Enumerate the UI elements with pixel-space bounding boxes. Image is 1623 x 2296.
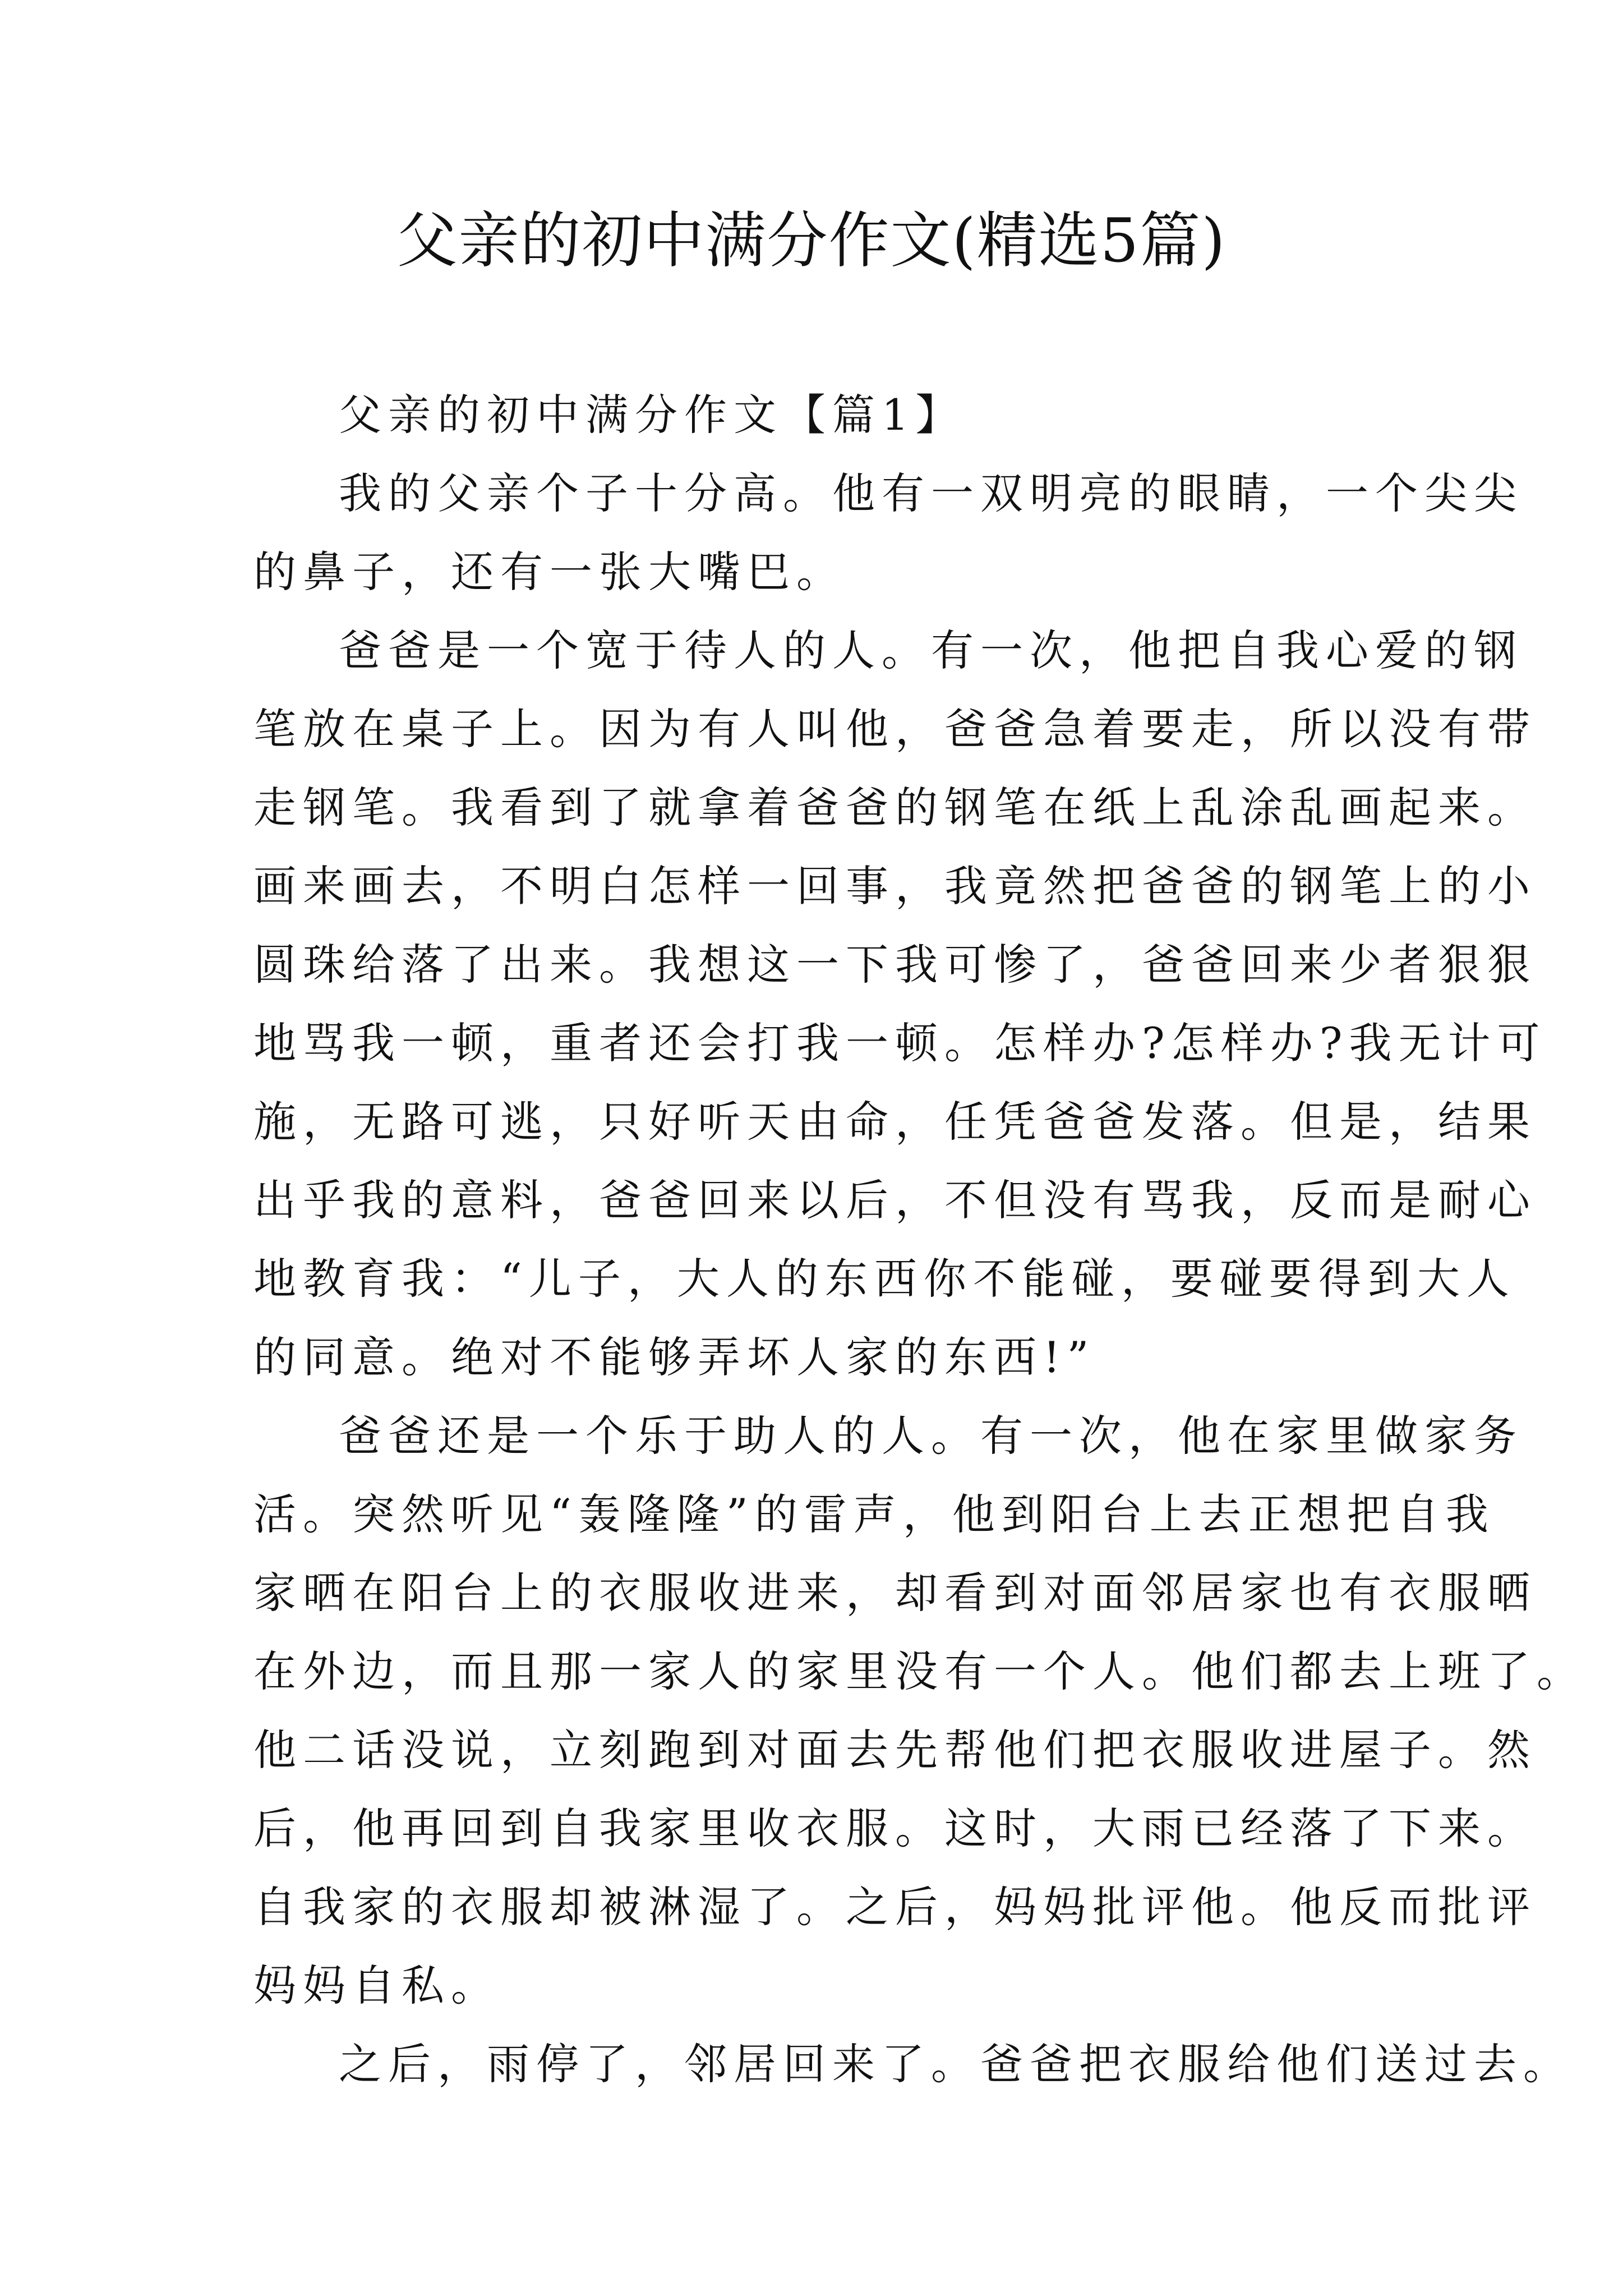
paragraph-line: 的同意。绝对不能够弄坏人家的东西!” [253,1332,1096,1382]
paragraph-line: 我的父亲个子十分高。他有一双明亮的眼睛，一个尖尖 [339,468,1523,518]
paragraph-line: 之后，雨停了，邻居回来了。爸爸把衣服给他们送过去。 [339,2039,1573,2089]
paragraph-line: 后，他再回到自我家里收衣服。这时，大雨已经落了下来。 [253,1803,1537,1853]
paragraph-line: 活。突然听见“轰隆隆”的雷声，他到阳台上去正想把自我 [253,1489,1495,1539]
paragraph-line: 笔放在桌子上。因为有人叫他，爸爸急着要走，所以没有带 [253,704,1537,754]
paragraph-line: 出乎我的意料，爸爸回来以后，不但没有骂我，反而是耐心 [253,1175,1537,1225]
paragraph-line: 画来画去，不明白怎样一回事，我竟然把爸爸的钢笔上的小 [253,861,1537,911]
document-title: 父亲的初中满分作文(精选5篇) [396,206,1227,276]
section-heading: 父亲的初中满分作文【篇1】 [339,390,965,440]
paragraph-line: 地教育我：“儿子，大人的东西你不能碰，要碰要得到大人 [253,1254,1516,1304]
paragraph-line: 爸爸还是一个乐于助人的人。有一次，他在家里做家务 [339,1411,1523,1461]
paragraph-line: 他二话没说，立刻跑到对面去先帮他们把衣服收进屋子。然 [253,1725,1537,1775]
paragraph-line: 的鼻子，还有一张大嘴巴。 [253,547,846,597]
paragraph-line: 家晒在阳台上的衣服收进来，却看到对面邻居家也有衣服晒 [253,1568,1537,1618]
paragraph-line: 在外边，而且那一家人的家里没有一个人。他们都去上班了。 [253,1646,1586,1696]
paragraph-line: 施，无路可逃，只好听天由命，任凭爸爸发落。但是，结果 [253,1097,1537,1147]
paragraph-line: 爸爸是一个宽于待人的人。有一次，他把自我心爱的钢 [339,625,1523,675]
paragraph-line: 妈妈自私。 [253,1961,500,2010]
paragraph-line: 地骂我一顿，重者还会打我一顿。怎样办?怎样办?我无计可 [253,1018,1547,1068]
paragraph-line: 圆珠给落了出来。我想这一下我可惨了，爸爸回来少者狠狠 [253,940,1537,990]
document-body [253,376,1586,2104]
paragraph-line: 走钢笔。我看到了就拿着爸爸的钢笔在纸上乱涂乱画起来。 [253,783,1537,832]
paragraph-line: 自我家的衣服却被淋湿了。之后，妈妈批评他。他反而批评 [253,1882,1537,1932]
